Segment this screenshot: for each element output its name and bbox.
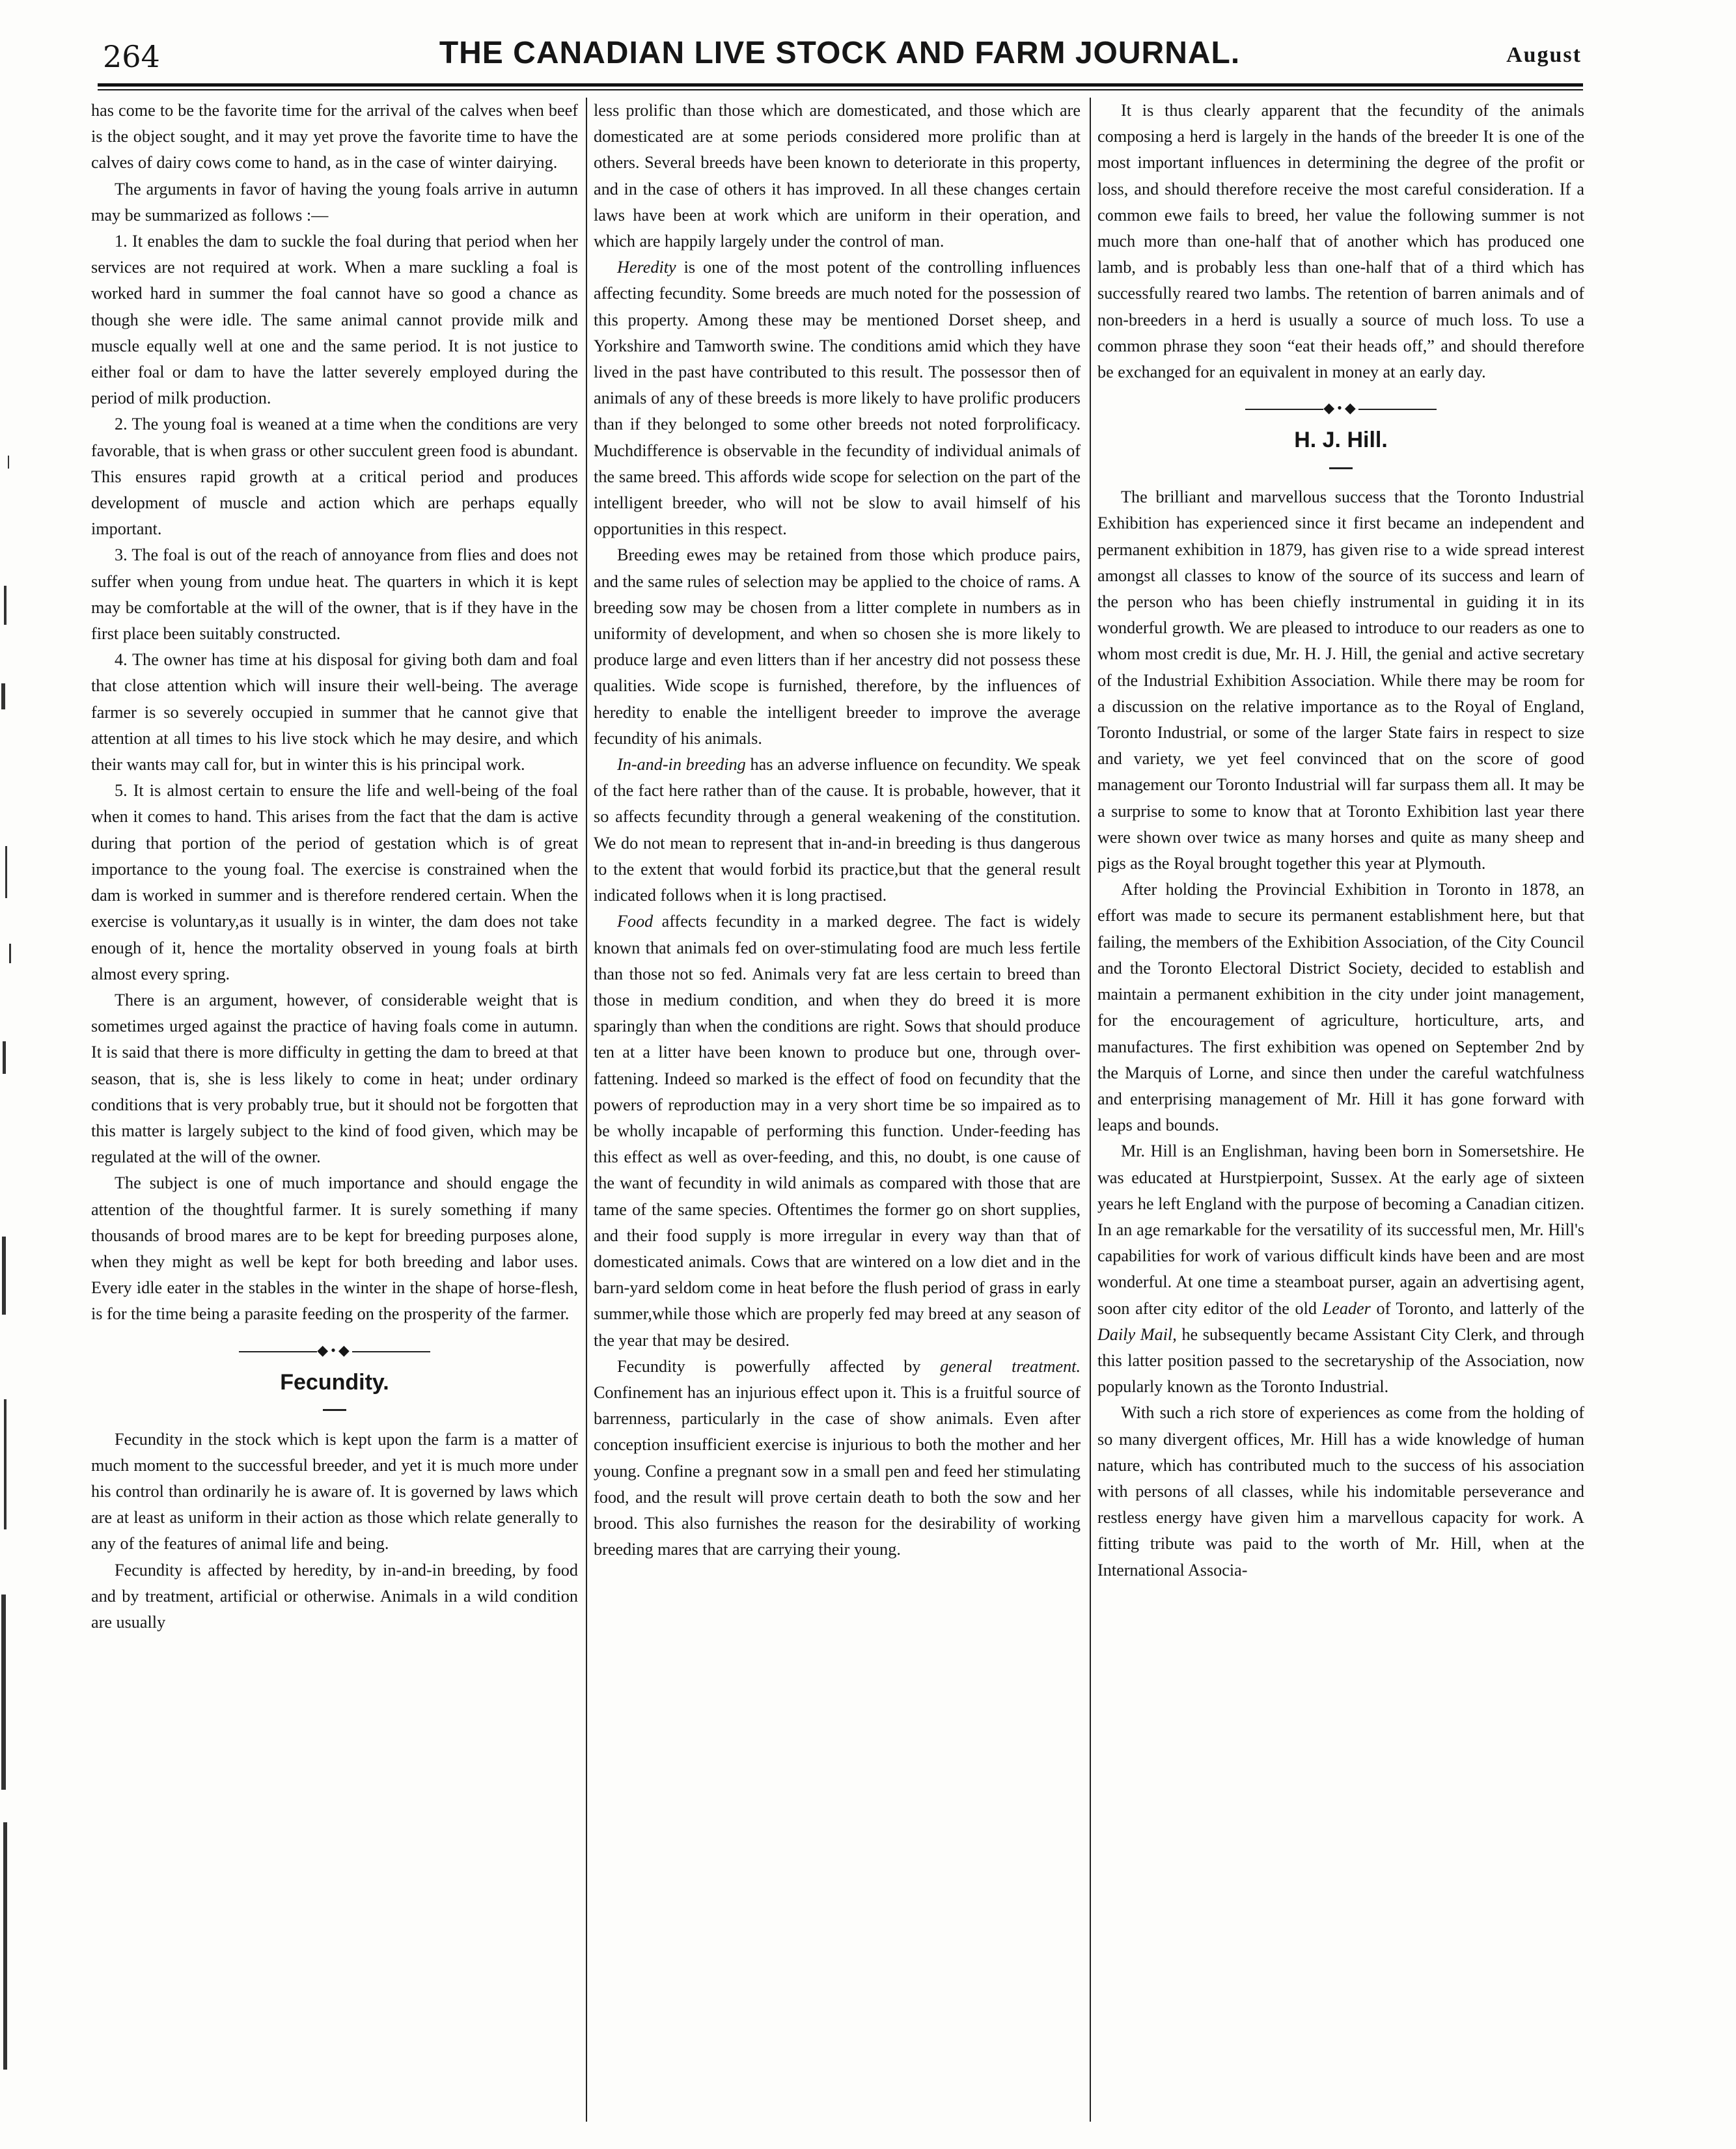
paragraph: It is thus clearly apparent that the fecundity of the animals composing a herd is largely in the hands of the breeder It is one of the most important influences in determining the degree of the profit or loss, and should therefore receive the most careful consideration. If a common ewe fails to breed, her value the following summer is not much more than one-half that of another which has produced one lamb, and is probably less than one-half that of a third which has successfully reared two lambs. The retention of barren animals and of non-breeders in a herd is usually a source of much loss. To use a common phrase they soon “eat their heads off,” and should therefore be exchanged for an equivalent in money at an early day. [1097,101,1584,382]
paragraph: After holding the Provincial Exhibition in Toronto in 1878, an effort was made to secure its permanent establishment here, but that failing, the members of the Exhibition Association, of the City Council and the Toronto Electoral District Society, decided to establish and maintain a permanent exhibition in the city under joint management, for the encouragement of agriculture, horticulture, arts, and manufactures. The first exhibition was opened on September 2nd by the Marquis of Lorne, and since then under the careful watchfulness and enterprising management of Mr. Hill it has gone forward with leaps and bounds. [1097,880,1584,1135]
section-heading-hill: H. J. Hill. [1294,428,1388,453]
paragraph: 3. The foal is out of the reach of annoyance from flies and does not suffer when young from undue heat. The quarters in which it is kept may be comfortable at the will of the owner, that is if they have in the first place been suitably constructed. [91,545,578,644]
section-heading-fecundity: Fecundity. [280,1369,389,1395]
page-number: 264 [103,39,160,74]
column-right [1097,98,1584,2125]
italic-term: Daily Mail, [1097,1324,1177,1344]
paragraph: Food affects fecundity in a marked degree. The fact is widely known that animals fed on over-stimulating food are much less fertile than those not so fed. Animals very fat are less certain to breed than those in medium condition, and when they do breed it is more sparingly than when the conditions are right. Sows that should produce ten at a litter have been known to produce but one, through over-fattening. Indeed so marked is the effect of food on fecundity that the powers of reproduction may in a very short time be so impaired as to be wholly incapable of performing this function. Under-feeding has this effect as well as over-feeding, and this, no doubt, is one cause of the want of fecundity in wild animals as compared with those that are tame of the same species. Oftentimes the former go on short supplies, and their food supply is more irregular in every way than that of domesticated animals. Cows that are wintered on a low diet and in the barn-yard seldom come in heat before the flush period of grass in early summer,while those which are properly fed may breed at any season of the year that may be desired. [594,912,1081,1350]
paragraph: Breeding ewes may be retained from those which produce pairs, and the same rules of selection may be applied to the choice of rams. A breeding sow may be chosen from a litter complete in numbers as in uniformity of development, and when so chosen she is more likely to produce large and even litters than if her ancestry did not possess these qualities. Wide scope is furnished, therefore, by the influences of heredity to enable the intelligent breeder to improve the average fecundity of his animals. [594,545,1081,748]
paragraph: With such a rich store of experiences as come from the holding of so many divergent offices, Mr. Hill has a wide knowledge of human nature, which has contributed much to the success of his association with persons of all classes, while his indomitable perseverance and restless energy have given him a marvellous capacity for work. A fitting tribute was paid to the worth of Mr. Hill, when at the International Associa- [1097,1403,1584,1580]
paragraph: Fecundity is powerfully affected by general treatment. Confinement has an injurious effect upon it. This is a fruitful source of barrenness, particularly in the case of show animals. Even after conception insufficient exercise is injurious to both the mother and her young. Confine a pregnant sow in a small pen and feed her stimulating food, and the result will prove certain death to both the sow and her brood. This also furnishes the reason for the desirability of working breeding mares that are carrying their young. [594,1356,1081,1559]
italic-term: In-and-in breeding [617,755,746,774]
paragraph: 2. The young foal is weaned at a time when the conditions are very favorable, that is when grass or other succulent green food is abundant. This ensures rapid growth at a critical period and produces development of muscle and action which are perhaps equally important. [91,415,578,539]
paragraph: Heredity is one of the most potent of the controlling influences affecting fecundity. Some breeds are much noted for the possession of this property. Among these may be mentioned Dorset sheep, and Yorkshire and Tamworth swine. The conditions amid which they have lived in the past have contributed to this result. The possessor then of animals of any of these breeds is more likely to have prolific producers than if they belonged to some other breeds not noted forprolificacy. Muchdifference is observable in the fecundity of individual animals of the same breed. This affords wide scope for selection on the part of the intelligent breeder, who will not be slow to avail himself of his opportunities in this respect. [594,258,1081,539]
paragraph: less prolific than those which are domesticated, and those which are domesticated are at some periods considered more prolific than at others. Several breeds have been known to deteriorate in this property, and in the case of others it has improved. In all these changes certain laws have been at work which are uniform in their operation, and which are happily largely under the control of man. [594,101,1081,251]
paragraph: The brilliant and marvellous success that the Toronto Industrial Exhibition has experienced since it first became an independent and permanent exhibition in 1879, has given rise to a wide spread interest amongst all classes to know of the source of its success and learn of the person who has been chiefly instrumental in guiding it in its wonderful growth. We are pleased to introduce to our readers as one to whom most credit is due, Mr. H. J. Hill, the genial and active secretary of the Industrial Exhibition Association. While there may be room for a discussion on the relative importance as to the Royal of England, Toronto Industrial, or some of the larger State fairs in respect to size and variety, we yet feel convinced that on the score of good management our Toronto Industrial will far surpass them all. It may be a surprise to some to know that at Toronto Exhibition last year there were shown over twice as many horses and quite as many sheep and pigs as the Royal brought together this year at Plymouth. [1097,487,1584,873]
paragraph: 4. The owner has time at his disposal for giving both dam and foal that close attention which will insure their well-being. The average farmer is so severely occupied in summer that he cannot give that attention at all times to his live stock which he may desire, and which their wants may call for, but in winter this is his principal work. [91,650,578,774]
issue-month: August [1506,43,1582,67]
section-ornament: ◆•◆ [91,1339,578,1362]
italic-term: general treatment. [940,1356,1081,1376]
journal-title: THE CANADIAN LIVE STOCK AND FARM JOURNAL. [439,36,1241,70]
paragraph: Fecundity is affected by heredity, by in-and-in breeding, by food and by treatment, artificial or otherwise. Animals in a wild condition are usually [91,1560,578,1632]
italic-term: Food [617,912,654,931]
paragraph: There is an argument, however, of considerable weight that is sometimes urged against the practice of having foals come in autumn. It is said that there is more difficulty in getting the dam to breed at that season, that is, she is less likely to come in heat; under ordinary conditions that is very probably true, but it should not be forgotten that this matter is largely subject to the kind of food given, which may be regulated at the will of the owner. [91,990,578,1167]
italic-term: Heredity [617,258,676,277]
paragraph: In-and-in breeding has an adverse influence on fecundity. We speak of the fact here rather than of the cause. It is probable, however, that it so affects fecundity through a general weakening of the constitution. We do not mean to represent that in-and-in breeding is thus dangerous to the extent that would forbid its practice,but that the general result indicated follows when it is long practised. [594,755,1081,905]
header-rule [98,83,1583,90]
paragraph: Fecundity in the stock which is kept upon the farm is a matter of much moment to the successful breeder, and yet it is much more under his control than ordinarily he is aware of. It is governed by laws which are at least as uniform in their action as those which relate generally to any of the features of animal life and being. [91,1429,578,1554]
paragraph: The arguments in favor of having the young foals arrive in autumn may be summarized as follows :— [91,179,578,225]
scan-edge-marks [0,0,26,2146]
italic-term: Leader [1322,1298,1371,1318]
paragraph: 5. It is almost certain to ensure the life and well-being of the foal when it comes to hand. This arises from the fact that the dam is active during that portion of the period of gestation which is of great importance to the young foal. The exercise is constrained when the dam is worked in summer and is therefore rendered certain. When the exercise is voluntary,as it usually is in winter, the dam does not take enough of it, hence the mortality observed in young foals at birth almost every spring. [91,781,578,983]
column-divider [1090,98,1091,2122]
column-left [91,98,578,2125]
column-middle [594,98,1081,2125]
section-ornament: ◆•◆ [1097,397,1584,419]
page-header [98,34,1582,79]
paragraph: The subject is one of much importance and should engage the attention of the thoughtful farmer. It is surely something if many thousands of brood mares are to be kept for breeding purposes alone, when they might as well be kept for both breeding and labor uses. Every idle eater in the stables in the winter in the shape of horse-flesh, is for the time being a parasite feeding on the prosperity of the farmer. [91,1173,578,1324]
column-divider [586,98,587,2122]
heading-rule [1097,457,1584,476]
paragraph: 1. It enables the dam to suckle the foal during that period when her services are not required at work. When a mare suckling a foal is worked hard in summer the foal cannot have so good a chance as though she were idle. The same animal cannot provide milk and muscle equally well at one and the same period. It is not justice to either foal or dam to have the latter severely employed during the period of milk production. [91,232,578,408]
paragraph: has come to be the favorite time for the arrival of the calves when beef is the object sought, and it may yet prove the favorite time to have the calves of dairy cows come to hand, as in the case of winter dairying. [91,101,578,172]
heading-rule [91,1399,578,1419]
paragraph: Mr. Hill is an Englishman, having been born in Somersetshire. He was educated at Hurstpierpoint, Sussex. At the early age of sixteen years he left England with the purpose of becoming a Canadian citizen. In an age remarkable for the versatility of its successful men, Mr. Hill's capabilities for work of various difficult kinds have been and are most wonderful. At one time a steamboat purser, again an advertising agent, soon after city editor of the old Leader of Toronto, and latterly of the Daily Mail, he subsequently became Assistant City Clerk, and through this latter position passed to the secretaryship of the Association, now popularly known as the Toronto Industrial. [1097,1142,1584,1397]
